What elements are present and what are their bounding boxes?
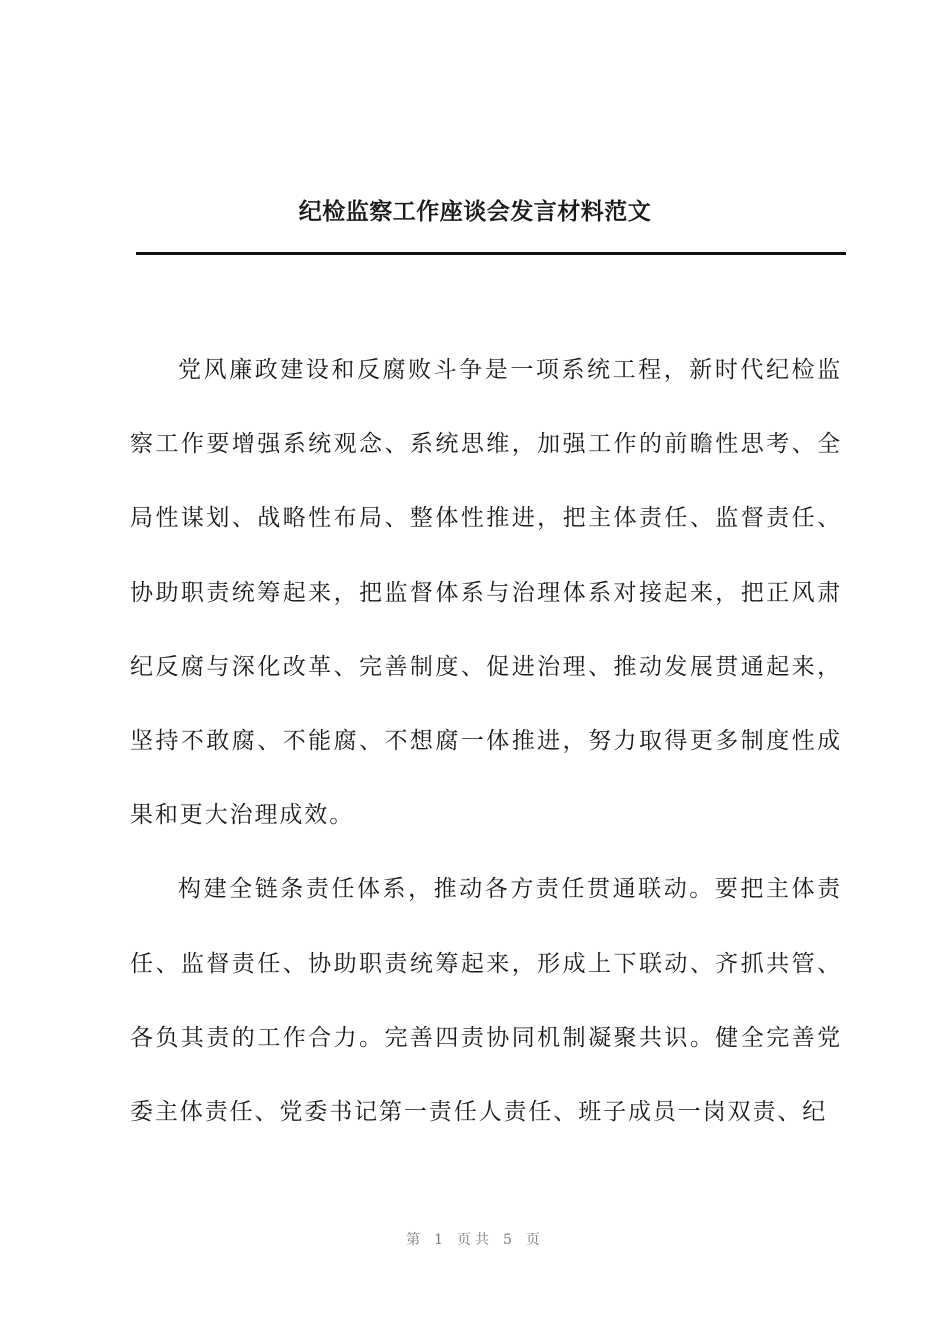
- title-underline-rule: [136, 252, 846, 255]
- footer-middle: 页共: [457, 1232, 493, 1248]
- footer-current-page: 1: [434, 1232, 447, 1248]
- footer-suffix: 页: [525, 1232, 544, 1248]
- body-paragraph-2: 构建全链条责任体系，推动各方责任贯通联动。要把主体责任、监督责任、协助职责统筹起来，形成上下联动、齐抓共管、各负其责的工作合力。完善四责协同机制凝聚共识。健全完善党委主体责任、党委书记第一责任人责任、班子成员一岗双责、纪: [130, 876, 842, 1126]
- body-paragraph-1: 党风廉政建设和反腐败斗争是一项系统工程，新时代纪检监察工作要增强系统观念、系统思维，加强工作的前瞻性思考、全局性谋划、战略性布局、整体性推进，把主体责任、监督责任、协助职责统筹起来，把监督体系与治理体系对接起来，把正风肃纪反腐与深化改革、完善制度、促进治理、推动发展贯通起来，坚持不敢腐、不能腐、不想腐一体推进，努力取得更多制度性成果和更大治理成效。: [130, 357, 842, 829]
- footer-total-pages: 5: [503, 1232, 516, 1248]
- footer-prefix: 第: [406, 1232, 425, 1248]
- document-title: 纪检监察工作座谈会发言材料范文: [298, 198, 652, 225]
- page-footer: [0, 1228, 950, 1252]
- document-body: [130, 333, 842, 1149]
